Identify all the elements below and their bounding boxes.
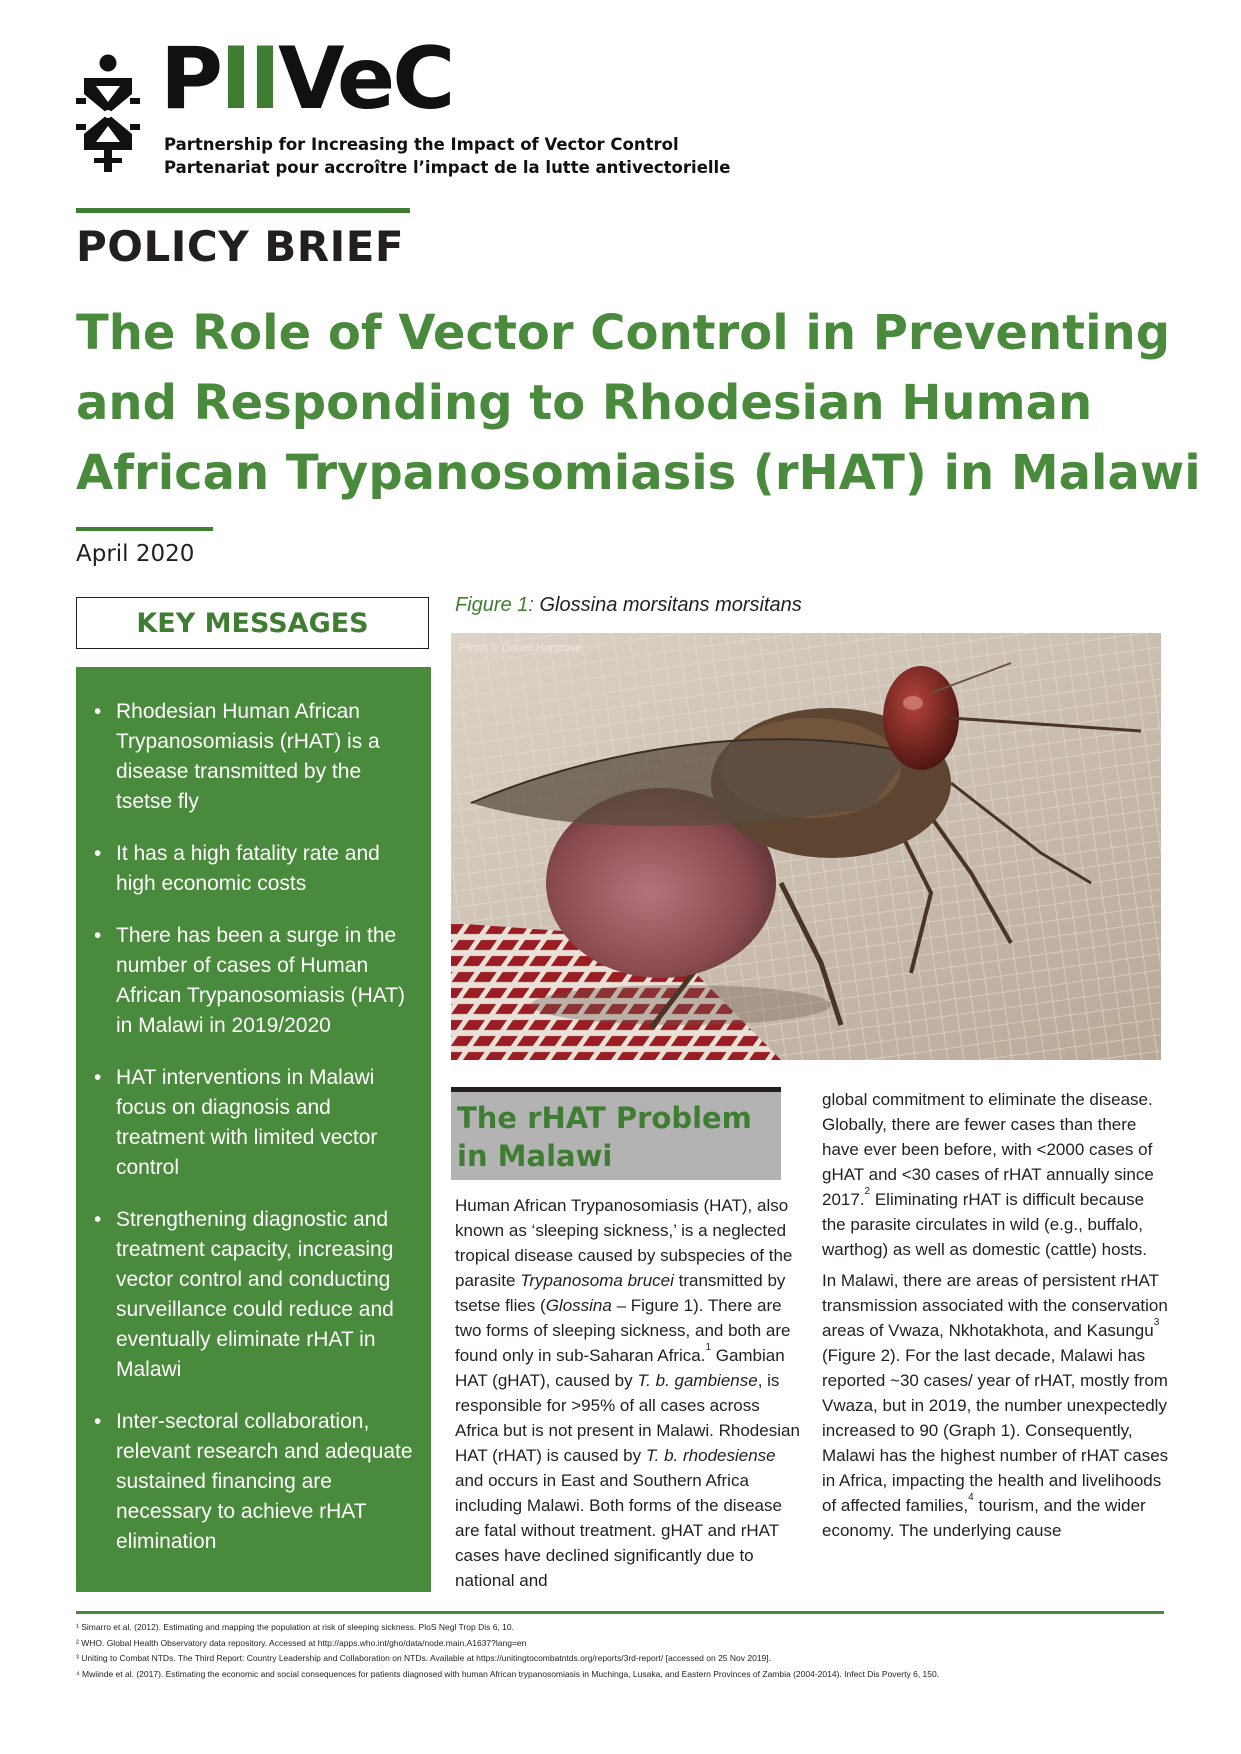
page-title — [76, 298, 1201, 508]
title-line: and Responding to Rhodesian Human — [76, 375, 1093, 431]
footnote-divider — [76, 1611, 1164, 1614]
section-heading — [451, 1092, 781, 1180]
publication-date: April 2020 — [76, 541, 195, 567]
logo-wordmark: PIIVeC — [160, 29, 453, 129]
figure-species-name: Glossina morsitans morsitans — [539, 594, 802, 616]
tsetse-fly-photo — [451, 633, 1161, 1060]
figure-caption — [455, 594, 802, 617]
header-divider — [76, 208, 410, 213]
title-line: African Trypanosomiasis (rHAT) in Malawi — [76, 445, 1201, 501]
section-heading-line: in Malawi — [457, 1139, 613, 1173]
body-paragraph: Human African Trypanosomiasis (HAT), also known as ‘sleeping sickness,’ is a neglected tropical disease caused by subspecies of the parasite Trypanosoma brucei transmitted by tsetse flies (Glossina – Figure 1). There are two forms of sleeping sickness, and both are found only in sub-Saharan Africa.$^1$ Gambian HAT (gHAT), caused by T. b. gambiense, is responsible for >95% of all cases across Africa but is not present in Malawi. Rhodesian HAT (rHAT) is caused by T. b. rhodesiense and occurs in East and Southern Africa including Malawi. Both forms of the disease are fatal without treatment. gHAT and rHAT cases have declined significantly due to national and — [455, 1196, 800, 1590]
footnotes — [76, 1620, 1176, 1682]
key-message-item: • It has a high fatality rate and high economic costs — [94, 839, 415, 899]
key-messages-header — [76, 597, 429, 649]
logo-subtitle-fr: Partenariat pour accroître l’impact de la lutte antivectorielle — [164, 158, 731, 177]
key-message-item: • HAT interventions in Malawi focus on diagnosis and treatment with limited vector control — [94, 1063, 415, 1183]
key-message-item: • Inter-sectoral collaboration, relevant research and adequate sustained financing are necessary to achieve rHAT elimination — [94, 1407, 415, 1557]
footnote: ¹ Simarro et al. (2012). Estimating and mapping the population at risk of sleeping sickness. PloS Negl Trop Dis 6, 10. — [76, 1622, 514, 1632]
title-line: The Role of Vector Control in Preventing — [76, 305, 1171, 361]
body-paragraph: global commitment to eliminate the disease. Globally, there are fewer cases than there have ever been before, with <2000 cases of gHAT and <30 cases of rHAT annually since 2017.$^2$ Eliminating rHAT is difficult because the parasite circulates in wild (e.g., buffalo, warthog) as well as domestic (cattle) hosts. — [822, 1090, 1154, 1259]
footnote: ² WHO. Global Health Observatory data repository. Accessed at http://apps.who.int/gho/data/node.main.A1637?lang=en — [76, 1637, 527, 1648]
body-column-1 — [455, 1193, 803, 1593]
key-messages-list — [76, 667, 431, 1557]
body-column-2 — [822, 1087, 1170, 1543]
doc-type-heading: POLICY BRIEF — [76, 222, 405, 271]
body-paragraph: In Malawi, there are areas of persistent rHAT transmission associated with the conservation areas of Vwaza, Nkhotakhota, and Kasungu$^3$ (Figure 2). For the last decade, Malawi has reported ~30 cases/ year of rHAT, mostly from Vwaza, but in 2019, the number unexpectedly increased to 90 (Graph 1). Consequently, Malawi has the highest number of rHAT cases in Africa, impacting the health and livelihoods of affected families,$^4$ tourism, and the wider economy. The underlying cause — [822, 1271, 1169, 1540]
key-message-item: • There has been a surge in the number of cases of Human African Trypanosomiasis (HAT) in Malawi in 2019/2020 — [94, 921, 415, 1041]
key-message-item: • Strengthening diagnostic and treatment capacity, increasing vector control and conducting surveillance could reduce and eventually eliminate rHAT in Malawi — [94, 1205, 415, 1385]
footnote: ⁴ Mwiinde et al. (2017). Estimating the economic and social consequences for patients diagnosed with human African trypanosomiasis in Muchinga, Lusaka, and Eastern Provinces of Zambia (2004-2014). Infect Dis Poverty 6, 150. — [76, 1668, 940, 1679]
tsetse-fly-illustration — [451, 633, 1161, 1060]
key-messages-title: KEY MESSAGES — [136, 607, 369, 639]
figure-label: Figure 1: — [455, 594, 534, 616]
logo-subtitle-en: Partnership for Increasing the Impact of Vector Control — [164, 135, 679, 154]
photo-credit: Photo © Daniel Hargrove — [459, 642, 582, 654]
title-divider — [76, 527, 213, 531]
piivec-logo-mark — [76, 54, 140, 172]
key-messages-panel — [76, 667, 431, 1592]
key-message-item: • Rhodesian Human African Trypanosomiasis (rHAT) is a disease transmitted by the tsetse fly — [94, 697, 415, 817]
section-heading-line: The rHAT Problem — [457, 1101, 752, 1135]
footnote: ³ Uniting to Combat NTDs. The Third Report: Country Leadership and Collaboration on NTDs. Available at https://unitingtocombatntds.org/reports/3rd-report/ [accessed on 25 Nov 2019]. — [76, 1653, 772, 1663]
